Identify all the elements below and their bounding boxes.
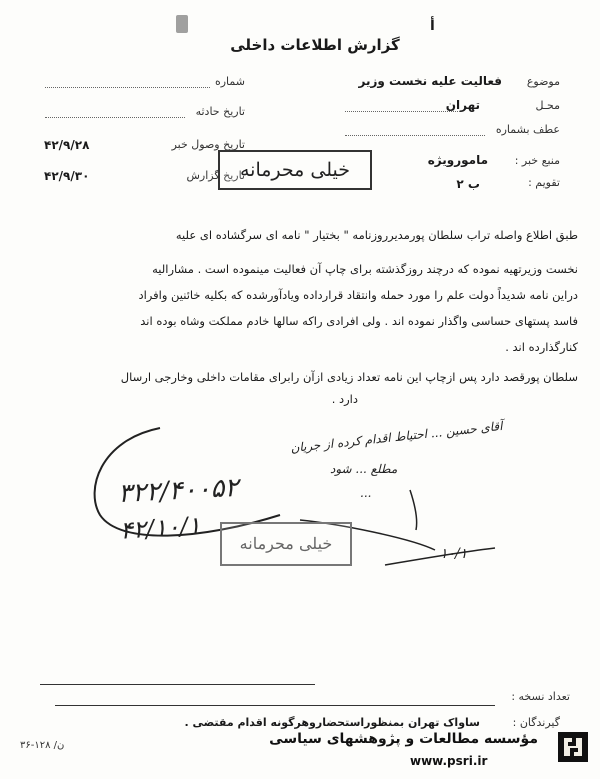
- logo-icon: [558, 732, 588, 762]
- field-location-line: [345, 111, 460, 112]
- corner-mark: أ: [430, 18, 435, 34]
- footer-rule-2: [55, 705, 495, 706]
- handwritten-number: ۳۲۲/۴۰۰۵۲: [117, 472, 240, 510]
- field-source-value: مامورویژه: [427, 153, 488, 167]
- ink-smudge: [176, 15, 188, 33]
- field-source-label: منبع خبر :: [514, 154, 560, 167]
- body-line: دراین نامه شدیداً دولت علم را مورد حمله وانتقاد قرارداده ویادآورشده که بکلیه خائنین وافراد: [138, 288, 578, 302]
- page-title: گزارش اطلاعات داخلی: [230, 36, 400, 54]
- field-calendar-label: تقویم :: [528, 176, 560, 189]
- field-received-date-label: تاریخ وصول خبر: [171, 138, 245, 151]
- field-incident-date-label: تاریخ حادثه: [195, 105, 245, 118]
- copies-label: تعداد نسخه :: [511, 690, 570, 703]
- field-subject-value: فعالیت علیه نخست وزیر: [358, 74, 502, 88]
- field-reference-label: عطف بشماره: [495, 123, 560, 136]
- field-report-date-label: تاریخ گزارش: [186, 169, 245, 182]
- report-body: [30, 228, 578, 406]
- institute-logo: [558, 732, 588, 762]
- watermark-institute: مؤسسه مطالعات و پژوهشهای سیاسی: [269, 731, 538, 747]
- field-received-date-value: ۴۲/۹/۲۸: [44, 138, 90, 152]
- body-line: نخست وزیرتهیه نموده که درچند روزگذشته برای چاپ آن فعالیت مینموده است . مشارالیه: [152, 262, 578, 276]
- right-fields: [345, 75, 570, 200]
- field-location-value: تهران: [445, 98, 480, 112]
- field-report-date-value: ۴۲/۹/۳۰: [44, 169, 90, 183]
- body-line: کنارگذارده اند .: [505, 340, 578, 354]
- form-code: ۳۶-۱۲۸ /ن: [20, 740, 65, 751]
- watermark-url: www.psri.ir: [410, 754, 488, 768]
- handwritten-note-2: مطلع ... شود: [330, 462, 398, 476]
- field-number-line: [45, 87, 210, 88]
- field-reference-line: [345, 135, 485, 136]
- confidential-stamp-faint: خیلی محرمانه: [220, 522, 352, 566]
- handwritten-note-3: ...: [360, 486, 372, 500]
- body-line: دارد .: [331, 392, 358, 406]
- body-line: طبق اطلاع واصله تراب سلطان پورمدیرروزنامه " بختیار " نامه ای سرگشاده ای علیه: [175, 228, 578, 242]
- handwritten-note-1: آقای حسین ... احتیاط اقدام کرده از جریان: [289, 418, 504, 456]
- handwritten-small-note: ۱۰/۱: [440, 546, 468, 562]
- body-line: سلطان پورقصد دارد پس ازچاپ این نامه تعداد زیادی ازآن رابرای مقامات داخلی وخارجی ارسال: [120, 370, 578, 384]
- field-number-label: شماره: [214, 75, 245, 88]
- footer-rule-1: [40, 684, 315, 685]
- body-line: فاسد پستهای حساسی واگذار نموده اند . ولی افرادی راکه سالها خادم مملکت وشاه بوده اند: [140, 314, 578, 328]
- field-incident-date-line: [45, 117, 185, 118]
- field-subject-label: موضوع: [526, 75, 560, 88]
- field-calendar-value: ب ۲: [456, 177, 480, 191]
- recipients-value: ساواک تهران بمنظوراستحضاروهرگونه اقدام مقتضی .: [184, 716, 480, 729]
- confidential-stamp: خیلی محرمانه: [218, 150, 372, 190]
- handwritten-date: ۴۲/۱۰/۱: [119, 511, 202, 545]
- recipients-label: گیرندگان :: [512, 716, 560, 729]
- field-location-label: محـل: [535, 99, 560, 112]
